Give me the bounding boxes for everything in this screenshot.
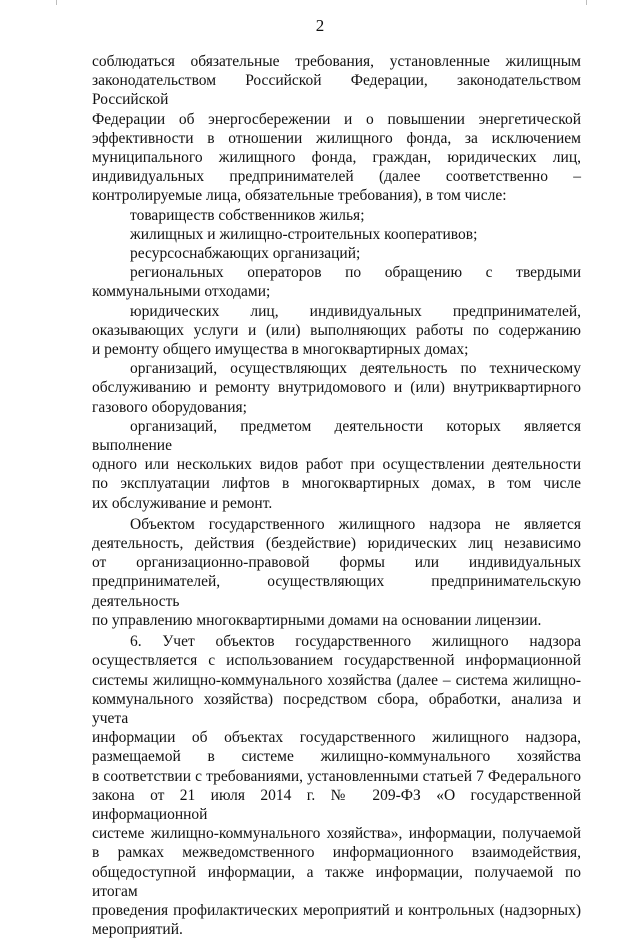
page-number: 2 (315, 16, 325, 35)
text-line: от организационно-правовой формы или индивидуальных (92, 554, 581, 572)
text-line: по эксплуатации лифтов в многоквартирных домах, в том числе (92, 475, 581, 493)
text-line: индивидуальных предпринимателей (далее соответственно – (92, 168, 581, 186)
text-line: обслуживанию и ремонту внутридомового и (или) внутриквартирного (92, 379, 581, 397)
text-line: ресурсоснабжающих организаций; (130, 245, 361, 263)
text-line: системе жилищно-коммунального хозяйства», информации, получаемой (92, 825, 581, 843)
document-body (92, 52, 581, 939)
list-item-maintenance-providers (92, 302, 581, 360)
text-line: в рамках межведомственного информационного взаимодействия, (92, 844, 581, 862)
text-line: мероприятий. (92, 921, 183, 939)
text-line: и ремонту общего имущества в многоквартирных домах; (92, 341, 469, 359)
text-line: проведения профилактических мероприятий и контрольных (надзорных) (92, 901, 581, 919)
text-line: предпринимателей, осуществляющих предпринимательскую деятельность (92, 573, 581, 610)
list-item-gas-equipment-services (92, 359, 581, 417)
list-item-waste-operators (92, 263, 581, 301)
text-line: оказывающих услуги и (или) выполняющих работы по содержанию (92, 321, 581, 339)
text-line: газового оборудования; (92, 398, 247, 416)
text-line: закона от 21 июля 2014 г. № 209-ФЗ «О государственной информационной (92, 786, 581, 823)
list-item-resource-suppliers (92, 244, 581, 263)
text-line: системы жилищно-коммунального хозяйства (далее – система жилищно- (92, 671, 581, 689)
text-line: организаций, предметом деятельности которых является выполнение (92, 417, 581, 455)
text-line: их обслуживание и ремонт. (92, 494, 273, 512)
text-line: в соответствии с требованиями, установленными статьей 7 Федерального (92, 767, 581, 785)
list-item-elevator-services (92, 417, 581, 513)
text-line: муниципального жилищного фонда, граждан, юридических лиц, (92, 149, 581, 167)
text-line: по управлению многоквартирными домами на основании лицензии. (92, 611, 542, 629)
paragraph-supervision-exclusion (92, 515, 581, 630)
text-line: 6. Учет объектов государственного жилищного надзора (130, 633, 581, 651)
paragraph-controlled-persons (92, 52, 581, 206)
text-line: коммунального хозяйства) посредством сбора, обработки, анализа и учета (92, 690, 581, 727)
text-line: соблюдаться обязательные требования, установленные жилищным (92, 53, 581, 70)
text-line: региональных операторов по обращению с твердыми (130, 264, 581, 282)
text-line: Объектом государственного жилищного надзора не является (130, 515, 581, 533)
scan-edge-mark-left (56, 0, 57, 5)
text-line: информации об объектах государственного жилищного надзора, (92, 729, 581, 747)
scan-edge-mark-right (586, 0, 587, 5)
list-item-hoa (92, 206, 581, 225)
text-line: Федерации об энергосбережении и о повышении энергетической (92, 110, 581, 128)
text-line: юридических лиц, индивидуальных предпринимателей, (130, 302, 581, 320)
text-line: одного или нескольких видов работ при осуществлении деятельности (92, 456, 581, 474)
text-line: эффективности в отношении жилищного фонда, за исключением (92, 129, 581, 147)
text-line: деятельность, действия (бездействие) юридических лиц независимо (92, 535, 581, 553)
text-line: законодательством Российской Федерации, законодательством Российской (92, 72, 581, 109)
text-line: контролируемые лица, обязательные требования), в том числе: (92, 187, 507, 205)
list-item-cooperatives (92, 225, 581, 244)
paragraph-item-6-accounting (92, 632, 581, 939)
text-line: размещаемой в системе жилищно-коммунального хозяйства (92, 748, 581, 766)
text-line: жилищных и жилищно-строительных кооперативов; (130, 225, 478, 243)
text-line: коммунальными отходами; (92, 283, 271, 301)
text-line: общедоступной информации, а также информации, получаемой по итогам (92, 863, 581, 900)
text-line: товариществ собственников жилья; (130, 206, 365, 224)
text-line: осуществляется с использованием государственной информационной (92, 652, 581, 670)
text-line: организаций, осуществляющих деятельность по техническому (130, 360, 581, 378)
